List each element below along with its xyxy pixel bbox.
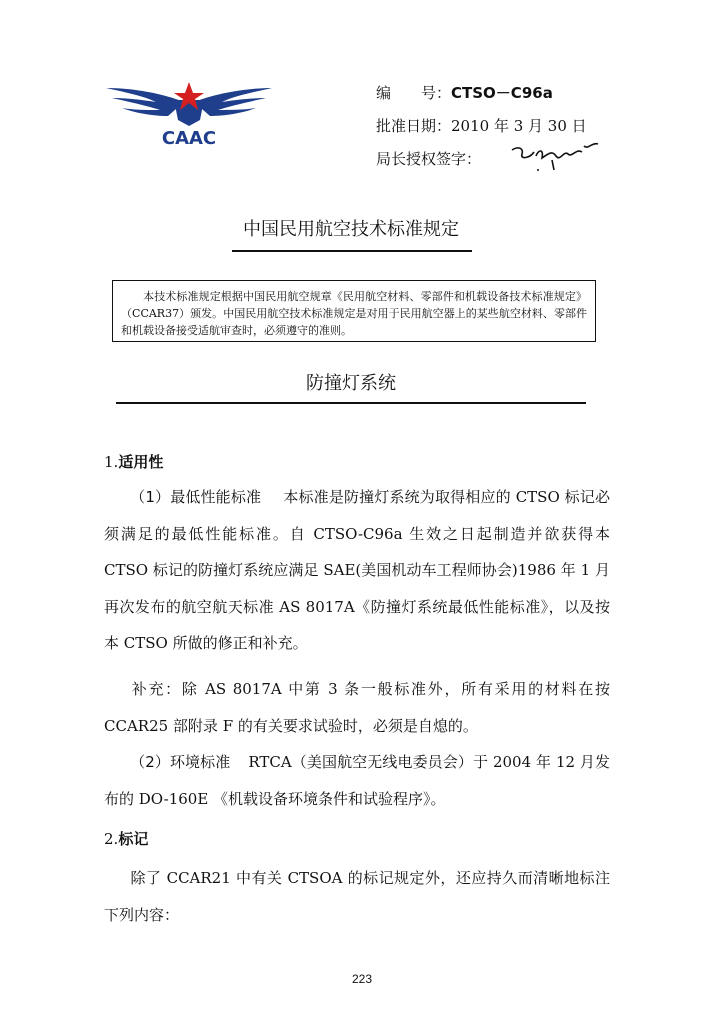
section-1-title: 适用性 [118, 453, 164, 471]
p1-label: （1）最低性能标准 [130, 488, 262, 506]
preface-text: 本技术标准规定根据中国民用航空规章《民用航空材料、零部件和机载设备技术标准规定》（CCAR37）颁发。中国民用航空技术标准规定是对用于民用航空器上的某些航空材料、零部件和机载设备接受适航审查时，必须遵守的准则。 [121, 290, 587, 337]
caac-emblem-icon [104, 80, 274, 150]
approval-label: 批准日期： [376, 117, 452, 135]
approval-value: 2010 年 3 月 30 日 [451, 117, 587, 135]
serial-label: 编 号： [376, 84, 452, 102]
section-1-heading [104, 452, 163, 472]
p3-label: （2）环境标准 [130, 753, 231, 771]
p2-text: 补充：除 AS 8017A 中第 3 条一般标准外，所有采用的材料在按 CCAR25 部附录 F 的有关要求试验时，必须是自熄的。 [104, 680, 610, 735]
caac-logo [104, 80, 274, 150]
p3-text: RTCA（美国航空无线电委员会）于 2004 年 12 月发布的 DO-160E 《机载设备环境条件和试验程序》。 [104, 753, 610, 808]
p4-text: 除了 CCAR21 中有关 CTSOA 的标记规定外，还应持久而清晰地标注下列内容： [104, 869, 610, 924]
serial-value: CTSO－C96a [451, 84, 553, 102]
approval-date [376, 117, 587, 135]
section-1-number: 1. [104, 453, 119, 471]
signature-label: 局长授权签字： [376, 150, 482, 168]
paragraph-supplement [104, 671, 610, 744]
section-2-title: 标记 [118, 830, 149, 848]
paragraph-environment [104, 744, 610, 817]
signature-icon [508, 136, 604, 176]
title-underline [232, 250, 472, 252]
preface-box [112, 280, 596, 342]
p1-text: 本标准是防撞灯系统为取得相应的 CTSO 标记必须满足的最低性能标准。自 CTSO-C96a 生效之日起制造并欲获得本 CTSO 标记的防撞灯系统应满足 SAE(美国机动车工程师协会)1986 年 1 月再次发布的航空航天标准 AS 8017A《防撞灯系统最低性能标准》，以及按本 CTSO 所做的修正和补充。 [104, 488, 611, 652]
handwritten-signature [508, 136, 604, 180]
section-2-heading [104, 829, 148, 849]
paragraph-min-performance [104, 479, 610, 662]
subject-underline [116, 402, 586, 404]
page-number: 223 [351, 972, 373, 986]
subject-title: 防撞灯系统 [306, 373, 396, 394]
paragraph-marking [104, 860, 610, 933]
document-title: 中国民用航空技术标准规定 [243, 219, 459, 240]
section-2-number: 2. [104, 830, 119, 848]
serial-number [376, 84, 553, 102]
svg-text:CAAC: CAAC [161, 128, 217, 149]
signature-line [376, 150, 481, 168]
